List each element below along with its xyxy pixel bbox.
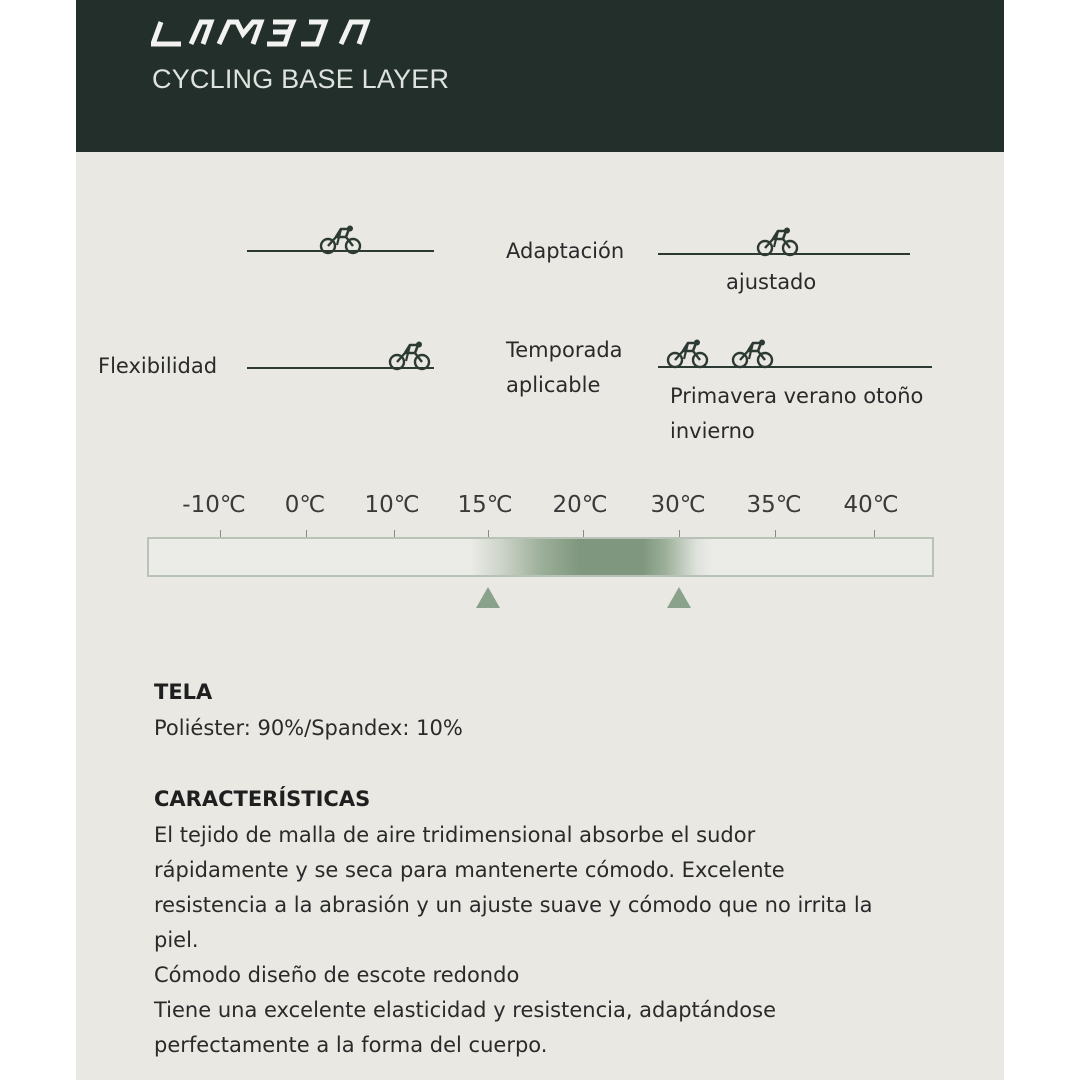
cyclist-icon (756, 227, 800, 257)
temp-tick-label: -10℃ (182, 492, 246, 518)
range-high-marker (667, 587, 691, 608)
temporada-value-line2: invierno (670, 419, 755, 443)
temp-tick-label: 10℃ (364, 492, 420, 518)
product-subtitle: CYCLING BASE LAYER (152, 64, 450, 94)
features-line: rápidamente y se seca para mantenerte cómodo. Excelente (154, 858, 785, 882)
lambda-logo (151, 16, 381, 50)
brand-header (76, 0, 1004, 152)
temp-tick-label: 0℃ (284, 492, 326, 518)
temporada-value-line1: Primavera verano otoño (670, 384, 924, 408)
features-line: Cómodo diseño de escote redondo (154, 963, 520, 987)
cyclist-icon (666, 339, 710, 369)
range-low-marker (476, 587, 500, 608)
adaptacion-label: Adaptación (506, 239, 625, 263)
temp-tick-label: 35℃ (746, 492, 802, 518)
features-line: El tejido de malla de aire tridimensional absorbe el sudor (154, 823, 756, 847)
temperature-range-bar (147, 537, 934, 577)
temp-tick-label: 30℃ (650, 492, 706, 518)
temp-tick-label: 40℃ (843, 492, 899, 518)
features-title: CARACTERÍSTICAS (154, 787, 371, 811)
adaptacion-value: ajustado (726, 270, 817, 294)
cyclist-icon (388, 341, 432, 371)
fabric-title: TELA (154, 680, 213, 704)
temp-tick-label: 15℃ (457, 492, 513, 518)
fabric-composition: Poliéster: 90%/Spandex: 10% (154, 716, 463, 740)
features-line: resistencia a la abrasión y un ajuste suave y cómodo que no irrita la (154, 893, 873, 917)
features-line: piel. (154, 928, 199, 952)
temp-tick-label: 20℃ (552, 492, 608, 518)
cyclist-icon (319, 225, 363, 255)
features-text (154, 818, 873, 1063)
cyclist-icon (731, 339, 775, 369)
temporada-label-line2: aplicable (506, 373, 601, 397)
flexibilidad-label: Flexibilidad (98, 354, 218, 378)
features-line: perfectamente a la forma del cuerpo. (154, 1033, 548, 1057)
features-line: Tiene una excelente elasticidad y resistencia, adaptándose (154, 998, 777, 1022)
temporada-label-line1: Temporada (506, 338, 623, 362)
